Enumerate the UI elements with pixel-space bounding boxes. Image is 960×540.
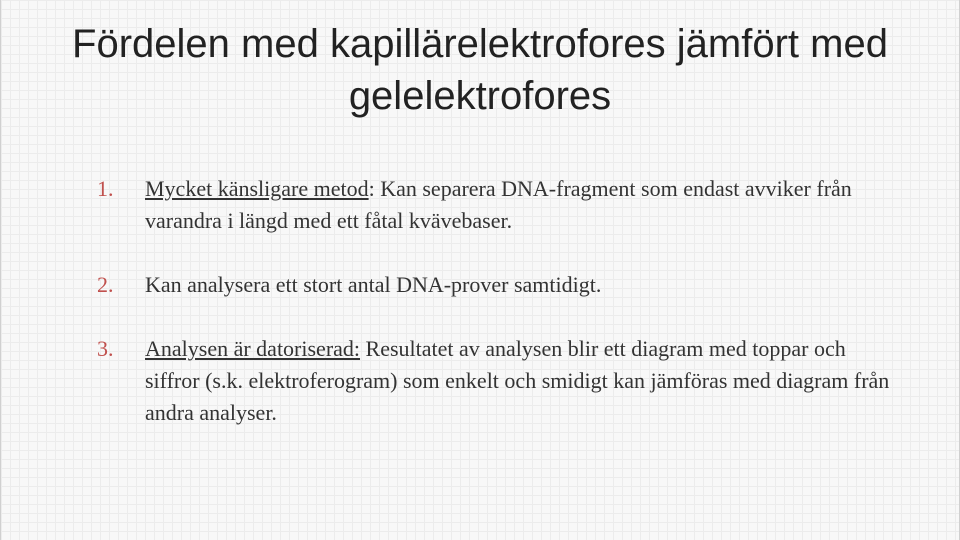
item-body: : Kan separera DNA-fragment som endast avviker från varandra i längd med ett fåtal kvävebaser. xyxy=(145,176,852,233)
list-item-text xyxy=(145,173,897,237)
item-body: Resultatet av analysen blir ett diagram med toppar och siffror (s.k. elektroferogram) som enkelt och smidigt kan jämföras med diagram från andra analyser. xyxy=(145,336,890,425)
underlined-phrase: Analysen är datoriserad: xyxy=(145,336,361,361)
list-item xyxy=(97,269,897,301)
item-body: Kan analysera ett stort antal DNA-prover samtidigt. xyxy=(145,272,602,297)
slide-title: Fördelen med kapillärelektrofores jämfört med gelelektrofores xyxy=(72,22,888,118)
list-number: 1. xyxy=(97,176,114,201)
list-item-text xyxy=(145,333,897,429)
list-item xyxy=(97,173,897,237)
numbered-list xyxy=(97,173,897,429)
list-number: 3. xyxy=(97,336,114,361)
list-item-text xyxy=(145,269,897,301)
list-item xyxy=(97,333,897,429)
list-number: 2. xyxy=(97,272,114,297)
underlined-phrase: Mycket känsligare metod xyxy=(145,176,369,201)
